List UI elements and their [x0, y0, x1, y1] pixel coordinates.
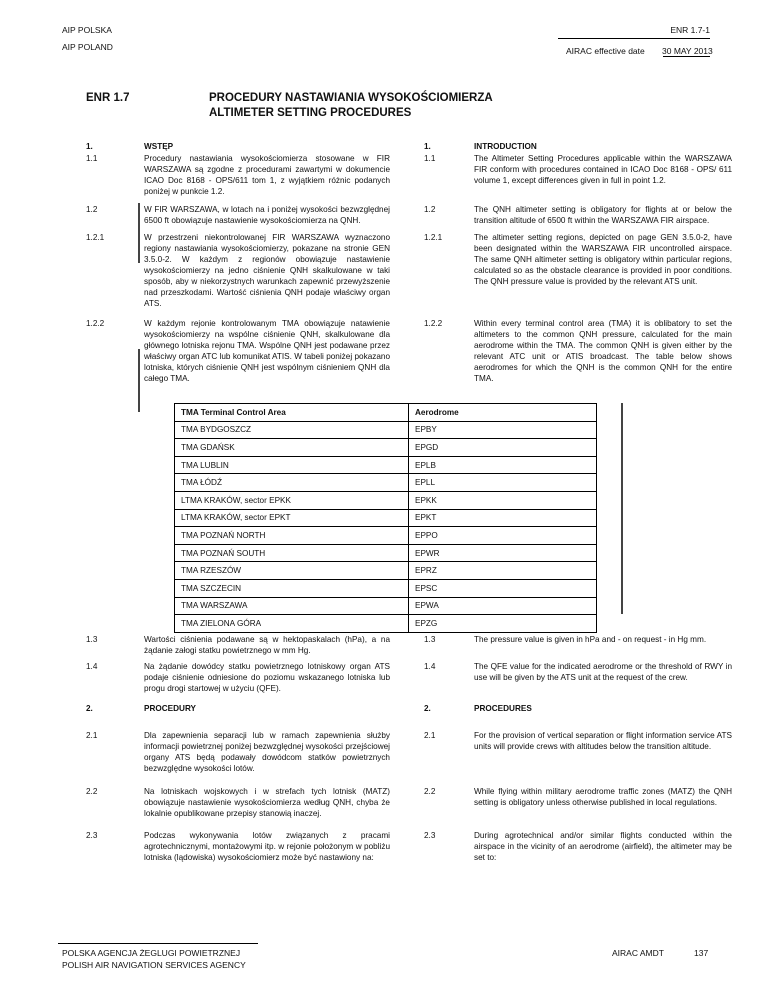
table-row [175, 456, 597, 474]
para-text-en: Within every terminal control area (TMA) it is oblibatory to set the altimeters to the common QNH pressure, calculated for the main aerodrome within the TMA. The common QNH is given either by the relevant ATC unit or ATIS broadcast. The table below shows aerodromes for which the QNH is the common QNH for the entire TMA. [474, 319, 732, 383]
table-cell-aerodrome: EPRZ [409, 562, 597, 580]
table-cell-tma: LTMA KRAKÓW, sector EPKK [175, 491, 409, 509]
para-text-pl: W każdym rejonie kontrolowanym TMA obowiązuje natawienie wysokościomierzy na wspólne ciśnienie QNH, skalkulowane dla głównego lotniska rejonu TMA. Wspólne QNH jest podawane przez właściwy organ ATC lub komunikat ATIS. W tabeli poniżej pokazano lotniska, których ciśnienie QNH jest wspólnym ciśnieniem QNH dla całego TMA. [144, 319, 390, 383]
change-bar [138, 203, 140, 263]
para-text-en: The altimeter setting regions, depicted on page GEN 3.5.0-2, have been designated within the WARSZAWA FIR uncontrolled airspace. The same QNH altimeter setting is obligatory within particular regions, calculated so as the obstacle clearance is provided in poor conditions. The QNH pressure value is provided by the relevant ATS unit. [474, 233, 732, 286]
table-cell-tma: TMA POZNAŃ NORTH [175, 527, 409, 545]
table-row [175, 544, 597, 562]
para-num-en: 1.3 [424, 635, 436, 644]
para-num-pl: 2.2 [86, 787, 98, 796]
para-num-pl: 2.1 [86, 731, 98, 740]
footer-airac-amdt: AIRAC AMDT [612, 948, 664, 958]
para-text-en: INTRODUCTION [474, 142, 537, 151]
para-num-en: 1.2 [424, 205, 436, 214]
para-num-en: 2.2 [424, 787, 436, 796]
para-num-pl: 2.3 [86, 831, 98, 840]
para-num-en: 2.1 [424, 731, 436, 740]
para-text-en: The pressure value is given in hPa and - on request - in Hg mm. [474, 635, 707, 644]
para-text-pl: Podczas wykonywania lotów związanych z pracami agrotechnicznymi, montażowymi itp. w rejonie położonym w pobliżu lotniska (lądowiska) wysokościomierz może być nastawiony na: [144, 831, 390, 862]
header-date-underline [663, 56, 710, 57]
section-title-en: ALTIMETER SETTING PROCEDURES [209, 107, 412, 119]
table-header-row [175, 404, 597, 422]
table-cell-aerodrome: EPBY [409, 421, 597, 439]
table-cell-aerodrome: EPSC [409, 579, 597, 597]
para-num-pl: 1.1 [86, 154, 98, 163]
header-rule [558, 38, 710, 39]
change-bar [621, 403, 623, 614]
header-page-ref: ENR 1.7-1 [670, 25, 710, 35]
table-cell-aerodrome: EPKT [409, 509, 597, 527]
table-header-aerodrome: Aerodrome [409, 404, 597, 422]
table-cell-tma: TMA ŁÓDŹ [175, 474, 409, 492]
para-num-pl: 1.2.2 [86, 319, 105, 328]
table-row [175, 562, 597, 580]
para-text-pl: Dla zapewnienia separacji lub w ramach zapewnienia służby informacji powietrznej poniżej bezwzględnej wysokości przejściowej organy ATS będą podawały dowódcom statków powietrznych bezwzględne wysokości lotów. [144, 731, 390, 773]
table-cell-tma: TMA LUBLIN [175, 456, 409, 474]
para-num-en: 2.3 [424, 831, 436, 840]
para-text-pl: Na żądanie dowódcy statku powietrznego lotniskowy organ ATS podaje ciśnienie odniesione do poziomu wskazanego lotniska lub progu drogi startowej w użyciu (QFE). [144, 662, 390, 693]
table-cell-tma: TMA RZESZÓW [175, 562, 409, 580]
table-cell-tma: TMA BYDGOSZCZ [175, 421, 409, 439]
table-row [175, 474, 597, 492]
table-cell-aerodrome: EPPO [409, 527, 597, 545]
para-num-pl: 1.2.1 [86, 233, 105, 242]
footer-agency-pl: POLSKA AGENCJA ŻEGLUGI POWIETRZNEJ [62, 948, 241, 958]
header-aip-poland: AIP POLAND [62, 42, 113, 52]
table-row [175, 509, 597, 527]
footer-agency-en: POLISH AIR NAVIGATION SERVICES AGENCY [62, 960, 246, 970]
table-row [175, 439, 597, 457]
section-code: ENR 1.7 [86, 92, 130, 104]
table-cell-aerodrome: EPGD [409, 439, 597, 457]
table-cell-tma: TMA SZCZECIN [175, 579, 409, 597]
para-num-en: 1. [424, 142, 431, 151]
table-row [175, 527, 597, 545]
para-text-pl: Na lotniskach wojskowych i w strefach tych lotnisk (MATZ) obowiązuje nastawienie wysokościomierza według QNH, chyba że lokalnie opublikowane przepisy stanowią inaczej. [144, 787, 390, 818]
header-aip-polska: AIP POLSKA [62, 25, 112, 35]
table-cell-tma: TMA WARSZAWA [175, 597, 409, 615]
footer-page-number: 137 [694, 948, 709, 958]
para-text-pl: Wartości ciśnienia podawane są w hektopaskalach (hPa), a na żądanie załogi statku powietrznego w mm Hg. [144, 635, 390, 655]
table-cell-aerodrome: EPKK [409, 491, 597, 509]
para-num-en: 2. [424, 704, 431, 713]
table-cell-tma: TMA POZNAŃ SOUTH [175, 544, 409, 562]
para-num-en: 1.1 [424, 154, 436, 163]
header-airac-date: 30 MAY 2013 [662, 46, 713, 56]
para-num-pl: 1. [86, 142, 93, 151]
para-text-en: For the provision of vertical separation or flight information service ATS units will provide crews with altitudes below the transition altitude. [474, 731, 732, 751]
para-num-en: 1.2.1 [424, 233, 443, 242]
para-num-pl: 1.4 [86, 662, 98, 671]
table-row [175, 491, 597, 509]
table-cell-aerodrome: EPZG [409, 615, 597, 633]
table-row [175, 597, 597, 615]
header-airac-label: AIRAC effective date [566, 46, 645, 56]
table-row [175, 421, 597, 439]
change-bar [138, 349, 140, 412]
tma-table [174, 403, 597, 633]
footer-rule [58, 943, 258, 944]
section-title-pl: PROCEDURY NASTAWIANIA WYSOKOŚCIOMIERZA [209, 92, 493, 104]
table-row [175, 615, 597, 633]
table-cell-aerodrome: EPLL [409, 474, 597, 492]
table-cell-aerodrome: EPWA [409, 597, 597, 615]
para-text-en: The Altimeter Setting Procedures applicable within the WARSZAWA FIR conform with procedures contained in ICAO Doc 8168 - OPS/ 611 volume 1, except differences given in full in point 1.2. [474, 154, 732, 185]
table-cell-aerodrome: EPWR [409, 544, 597, 562]
table-cell-aerodrome: EPLB [409, 456, 597, 474]
para-text-en: The QNH altimeter setting is obligatory for flights at or below the transition altitude of 6500 ft within the WARSZAWA FIR airspace. [474, 205, 732, 225]
para-text-pl: Procedury nastawiania wysokościomierza stosowane w FIR WARSZAWA są zgodne z procedurami zawartymi w dokumencie ICAO Doc 8168 - OPS/611 tom 1, z wyjątkiem różnic podanych poniżej w punkcie 1.2. [144, 154, 390, 196]
para-num-pl: 1.2 [86, 205, 98, 214]
para-num-pl: 2. [86, 704, 93, 713]
para-text-pl: PROCEDURY [144, 704, 197, 713]
para-text-en: During agrotechnical and/or similar flights conducted within the airspace in the vicinity of an aerodrome (airfield), the altimeter may be set to: [474, 831, 732, 862]
table-cell-tma: TMA ZIELONA GÓRA [175, 615, 409, 633]
para-num-pl: 1.3 [86, 635, 98, 644]
para-num-en: 1.4 [424, 662, 436, 671]
para-text-pl: W przestrzeni niekontrolowanej FIR WARSZAWA wyznaczono regiony nastawiania wysokościomierzy, pokazane na stronie GEN 3.5.0-2. W każdym z regionów obowiązuje nastawienie wysokościomierzy na jedno ciśnienie QNH skalkulowane w taki sposób, aby w niekorzystnych warunkach zapewnić przewyższenie nad przeszkodami. Wartość ciśnienia QNH podaje właściwy organ ATS. [144, 233, 390, 308]
para-text-pl: W FIR WARSZAWA, w lotach na i poniżej wysokości bezwzględnej 6500 ft obowiązuje nastawienie wysokościomierza na QNH. [144, 205, 390, 225]
table-header-tma: TMA Terminal Control Area [175, 404, 409, 422]
para-text-pl: WSTĘP [144, 142, 174, 151]
para-text-en: PROCEDURES [474, 704, 532, 713]
table-row [175, 579, 597, 597]
table-cell-tma: TMA GDAŃSK [175, 439, 409, 457]
para-text-en: While flying within military aerodrome traffic zones (MATZ) the QNH setting is obligatory unless otherwise published in local regulations. [474, 787, 732, 807]
para-num-en: 1.2.2 [424, 319, 443, 328]
table-cell-tma: LTMA KRAKÓW, sector EPKT [175, 509, 409, 527]
para-text-en: The QFE value for the indicated aerodrome or the threshold of RWY in use will be given by the ATS unit at the request of the crew. [474, 662, 732, 682]
